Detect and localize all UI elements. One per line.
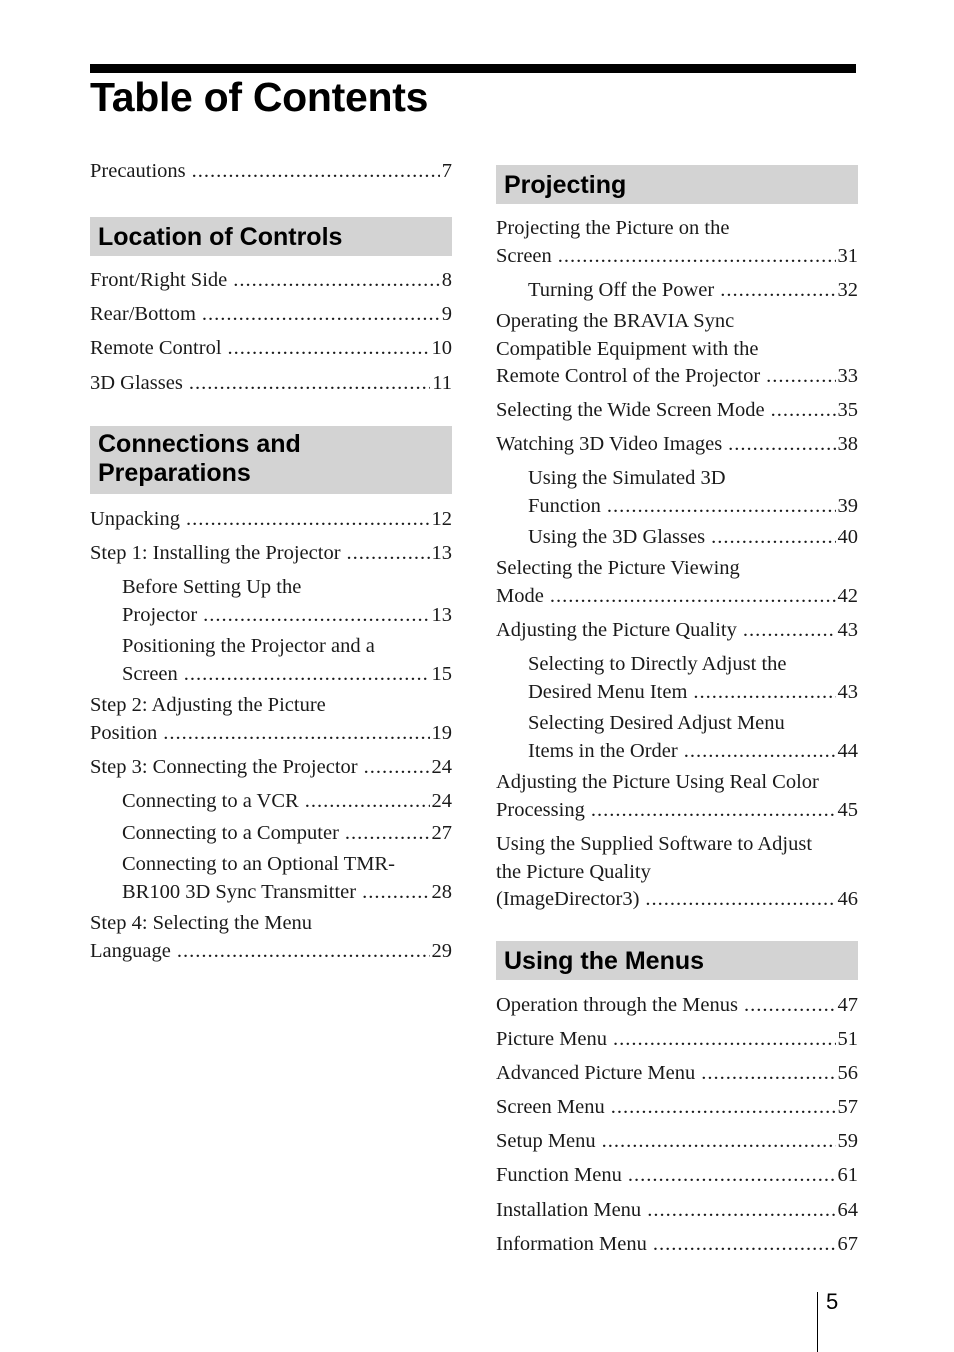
toc-entry[interactable]: Step 4: Selecting the Menu Language ..... 29 [90, 910, 452, 965]
toc-entry[interactable]: Adjusting the Picture Quality ..... 43 [496, 617, 858, 645]
toc-entry[interactable]: Step 1: Installing the Projector ..... 13 [90, 540, 452, 568]
toc-entry[interactable]: Information Menu ..... 67 [496, 1231, 858, 1259]
toc-entry-sub[interactable]: Using the 3D Glasses ..... 40 [528, 524, 858, 552]
left-column [90, 0, 452, 1352]
toc-entry[interactable]: Picture Menu ..... 51 [496, 1026, 858, 1054]
toc-entry-sub[interactable]: Turning Off the Power ..... 32 [528, 277, 858, 305]
toc-entry[interactable]: Setup Menu ..... 59 [496, 1128, 858, 1156]
toc-entry[interactable]: Remote Control ..... 10 [90, 335, 452, 363]
toc-entry[interactable]: Selecting the Wide Screen Mode ..... 35 [496, 397, 858, 425]
toc-entry[interactable]: Operation through the Menus ..... 47 [496, 992, 858, 1020]
toc-entry[interactable]: Step 2: Adjusting the Picture Position ..... 19 [90, 692, 452, 747]
page-number-rule [817, 1292, 818, 1352]
toc-entry-sub[interactable]: Connecting to a Computer ..... 27 [122, 820, 452, 848]
toc-entry[interactable]: Watching 3D Video Images ..... 38 [496, 431, 858, 459]
toc-entry[interactable]: Adjusting the Picture Using Real Color Processing ..... 45 [496, 769, 858, 824]
toc-entry[interactable]: Advanced Picture Menu ..... 56 [496, 1060, 858, 1088]
toc-entry-sub[interactable]: Connecting to an Optional TMR- BR100 3D Sync Transmitter ..... 28 [122, 851, 452, 906]
toc-entry[interactable]: Installation Menu ..... 64 [496, 1197, 858, 1225]
toc-entry[interactable]: 3D Glasses ..... 11 [90, 370, 452, 398]
toc-entry[interactable]: Selecting the Picture Viewing Mode ..... 42 [496, 555, 858, 610]
right-column [496, 0, 858, 1352]
toc-entry[interactable]: Projecting the Picture on the Screen ..... 31 [496, 215, 858, 270]
page-number: 5 [826, 1289, 839, 1314]
section-heading-location: Location of Controls [90, 217, 452, 256]
section-heading-menus: Using the Menus [496, 941, 858, 980]
toc-entry[interactable]: Front/Right Side ..... 8 [90, 267, 452, 295]
section-heading-projecting: Projecting [496, 165, 858, 204]
toc-entry-sub[interactable]: Connecting to a VCR ..... 24 [122, 788, 452, 816]
toc-entry-precautions[interactable]: Precautions ..... 7 [90, 158, 452, 186]
toc-entry[interactable]: Step 3: Connecting the Projector ..... 24 [90, 754, 452, 782]
toc-entry[interactable]: Function Menu ..... 61 [496, 1162, 858, 1190]
toc-entry[interactable]: Screen Menu ..... 57 [496, 1094, 858, 1122]
toc-entry-sub[interactable]: Selecting Desired Adjust Menu Items in the Order ..... 44 [528, 710, 858, 765]
toc-entry-sub[interactable]: Using the Simulated 3D Function ..... 39 [528, 465, 858, 520]
section-heading-connections: Connections and Preparations [90, 426, 452, 494]
toc-entry-sub[interactable]: Before Setting Up the Projector ..... 13 [122, 574, 452, 629]
toc-entry[interactable]: Rear/Bottom ..... 9 [90, 301, 452, 329]
toc-entry-sub[interactable]: Positioning the Projector and a Screen ..... 15 [122, 633, 452, 688]
toc-entry[interactable]: Operating the BRAVIA Sync Compatible Equipment with the Remote Control of the Projector ..... 33 [496, 308, 858, 391]
toc-entry-sub[interactable]: Selecting to Directly Adjust the Desired Menu Item ..... 43 [528, 651, 858, 706]
toc-entry[interactable]: Using the Supplied Software to Adjust the Picture Quality (ImageDirector3) ..... 46 [496, 831, 858, 914]
page-title: Table of Contents [90, 74, 429, 120]
toc-entry[interactable]: Unpacking ..... 12 [90, 506, 452, 534]
